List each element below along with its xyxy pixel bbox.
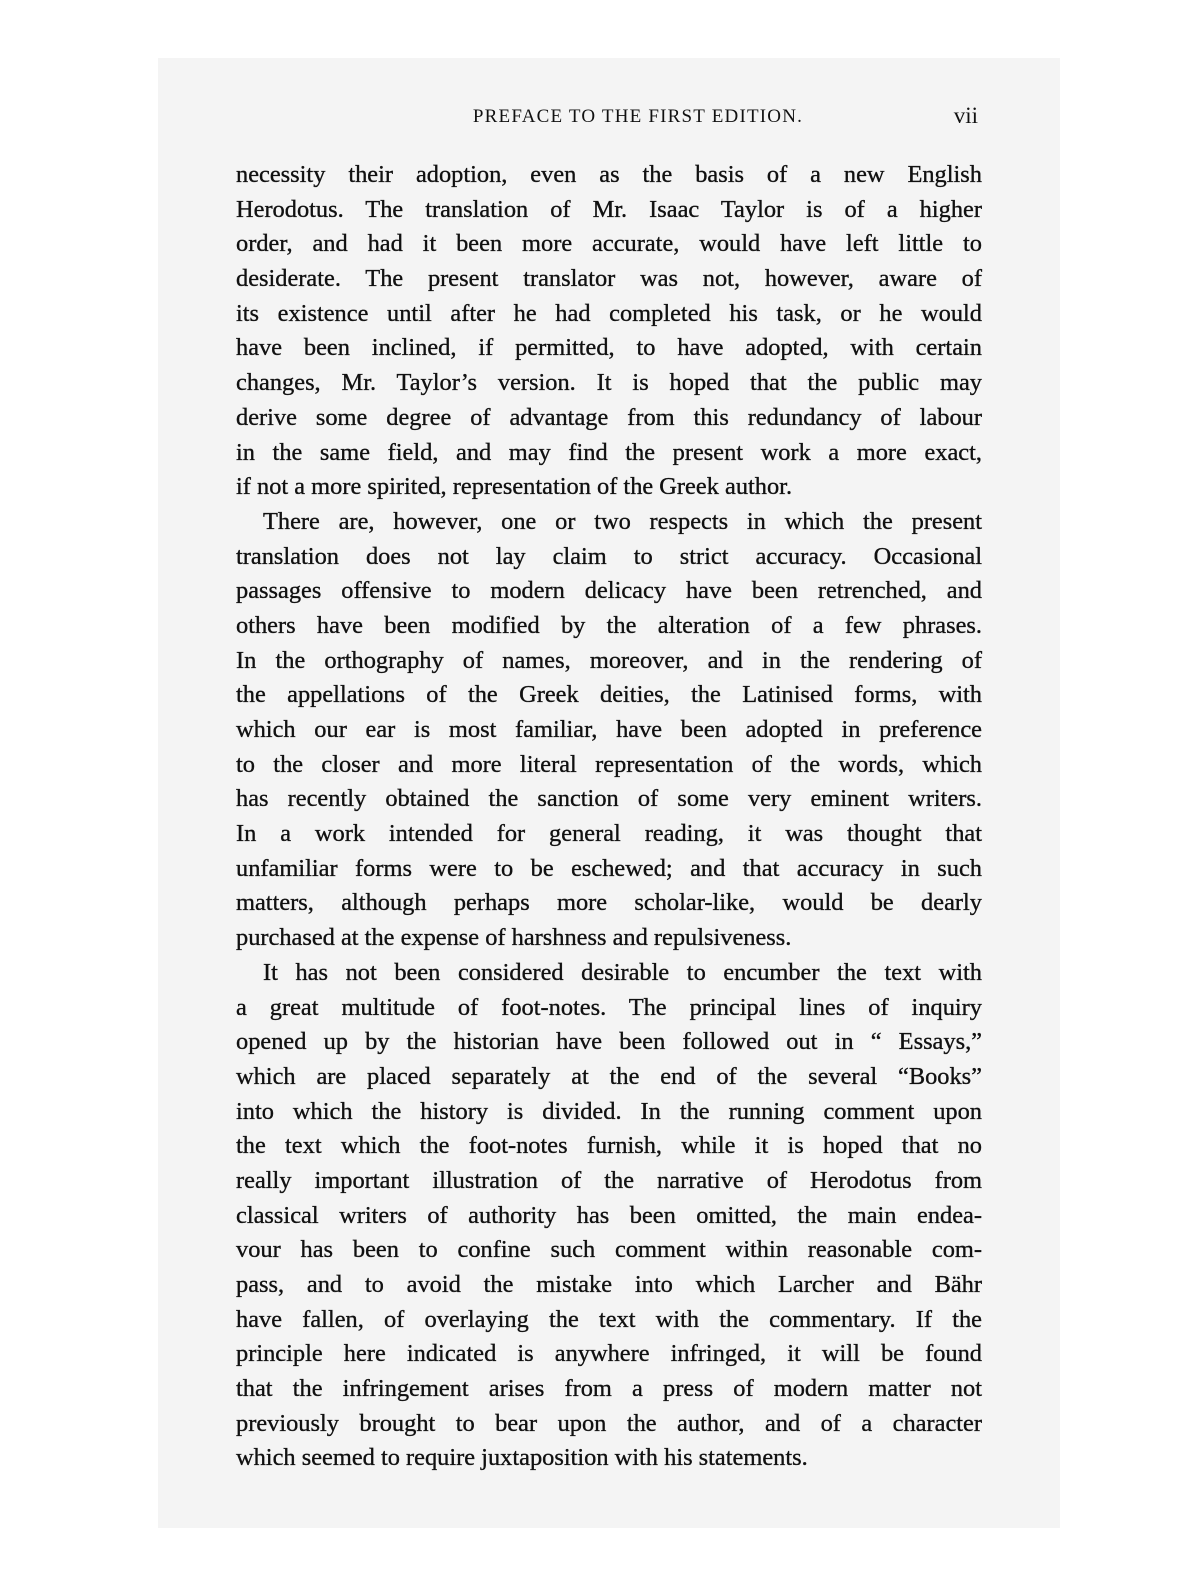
text-line: have been inclined, if permitted, to have adopted, with certain <box>236 334 982 362</box>
running-head: PREFACE TO THE FIRST EDITION. <box>472 106 804 127</box>
text-line: which our ear is most familiar, have been adopted in preference <box>236 716 982 743</box>
text-line: have fallen, of overlaying the text with the commentary. If the <box>236 1305 982 1333</box>
text-line: the text which the foot-notes furnish, while it is hoped that no <box>236 1132 982 1160</box>
page-number: vii <box>953 103 978 128</box>
text-line: which seemed to require juxtaposition with his statements. <box>236 1444 808 1472</box>
text-line: Herodotus. The translation of Mr. Isaac Taylor is of a higher <box>236 195 982 223</box>
text-line: to the closer and more literal representation of the words, which <box>236 750 982 778</box>
paragraph-2 <box>236 505 982 956</box>
text-line: a great multitude of foot-notes. The principal lines of inquiry <box>236 993 982 1021</box>
text-line: order, and had it been more accurate, would have left little to <box>236 230 982 258</box>
text-line: In a work intended for general reading, it was thought that <box>236 820 982 848</box>
text-line: necessity their adoption, even as the basis of a new English <box>236 161 982 188</box>
text-line: It has not been considered desirable to encumber the text with <box>263 958 982 986</box>
text-line: changes, Mr. Taylor’s version. It is hoped that the public may <box>236 369 982 397</box>
text-line: desiderate. The present translator was not, however, aware of <box>236 265 982 293</box>
body-text <box>236 158 982 1476</box>
text-line: if not a more spirited, representation of the Greek author. <box>236 473 793 501</box>
text-line: In the orthography of names, moreover, and in the rendering of <box>236 646 982 674</box>
text-line: others have been modified by the alteration of a few phrases. <box>236 611 982 639</box>
text-line: matters, although perhaps more scholar-like, would be dearly <box>236 889 982 917</box>
text-line: purchased at the expense of harshness and repulsiveness. <box>236 924 792 952</box>
text-line: principle here indicated is anywhere infringed, it will be found <box>236 1340 982 1368</box>
text-line: vour has been to confine such comment within reasonable com- <box>236 1236 982 1264</box>
text-line: in the same field, and may find the present work a more exact, <box>236 438 982 466</box>
text-line: translation does not lay claim to strict accuracy. Occasional <box>236 542 982 570</box>
text-line: which are placed separately at the end of the several “Books” <box>236 1062 982 1090</box>
text-line: really important illustration of the narrative of Herodotus from <box>236 1166 982 1194</box>
text-line: previously brought to bear upon the author, and of a character <box>236 1409 982 1437</box>
text-line: that the infringement arises from a press of modern matter not <box>236 1375 982 1403</box>
paragraph-1 <box>236 158 982 505</box>
text-line: the appellations of the Greek deities, the Latinised forms, with <box>236 681 982 709</box>
text-line: There are, however, one or two respects in which the present <box>263 507 982 535</box>
text-line: pass, and to avoid the mistake into which Larcher and Bähr <box>236 1271 982 1298</box>
text-line: opened up by the historian have been followed out in “ Essays,” <box>236 1028 982 1056</box>
text-line: derive some degree of advantage from this redundancy of labour <box>236 403 982 431</box>
text-line: its existence until after he had completed his task, or he would <box>236 299 982 327</box>
text-line: into which the history is divided. In the running comment upon <box>236 1097 982 1125</box>
text-line: classical writers of authority has been omitted, the main endea- <box>236 1201 982 1229</box>
page-header <box>236 104 984 134</box>
text-line: has recently obtained the sanction of some very eminent writers. <box>236 785 982 813</box>
text-line: passages offensive to modern delicacy have been retrenched, and <box>236 577 982 605</box>
text-line: unfamiliar forms were to be eschewed; and that accuracy in such <box>236 854 982 882</box>
paragraph-3 <box>236 956 982 1476</box>
